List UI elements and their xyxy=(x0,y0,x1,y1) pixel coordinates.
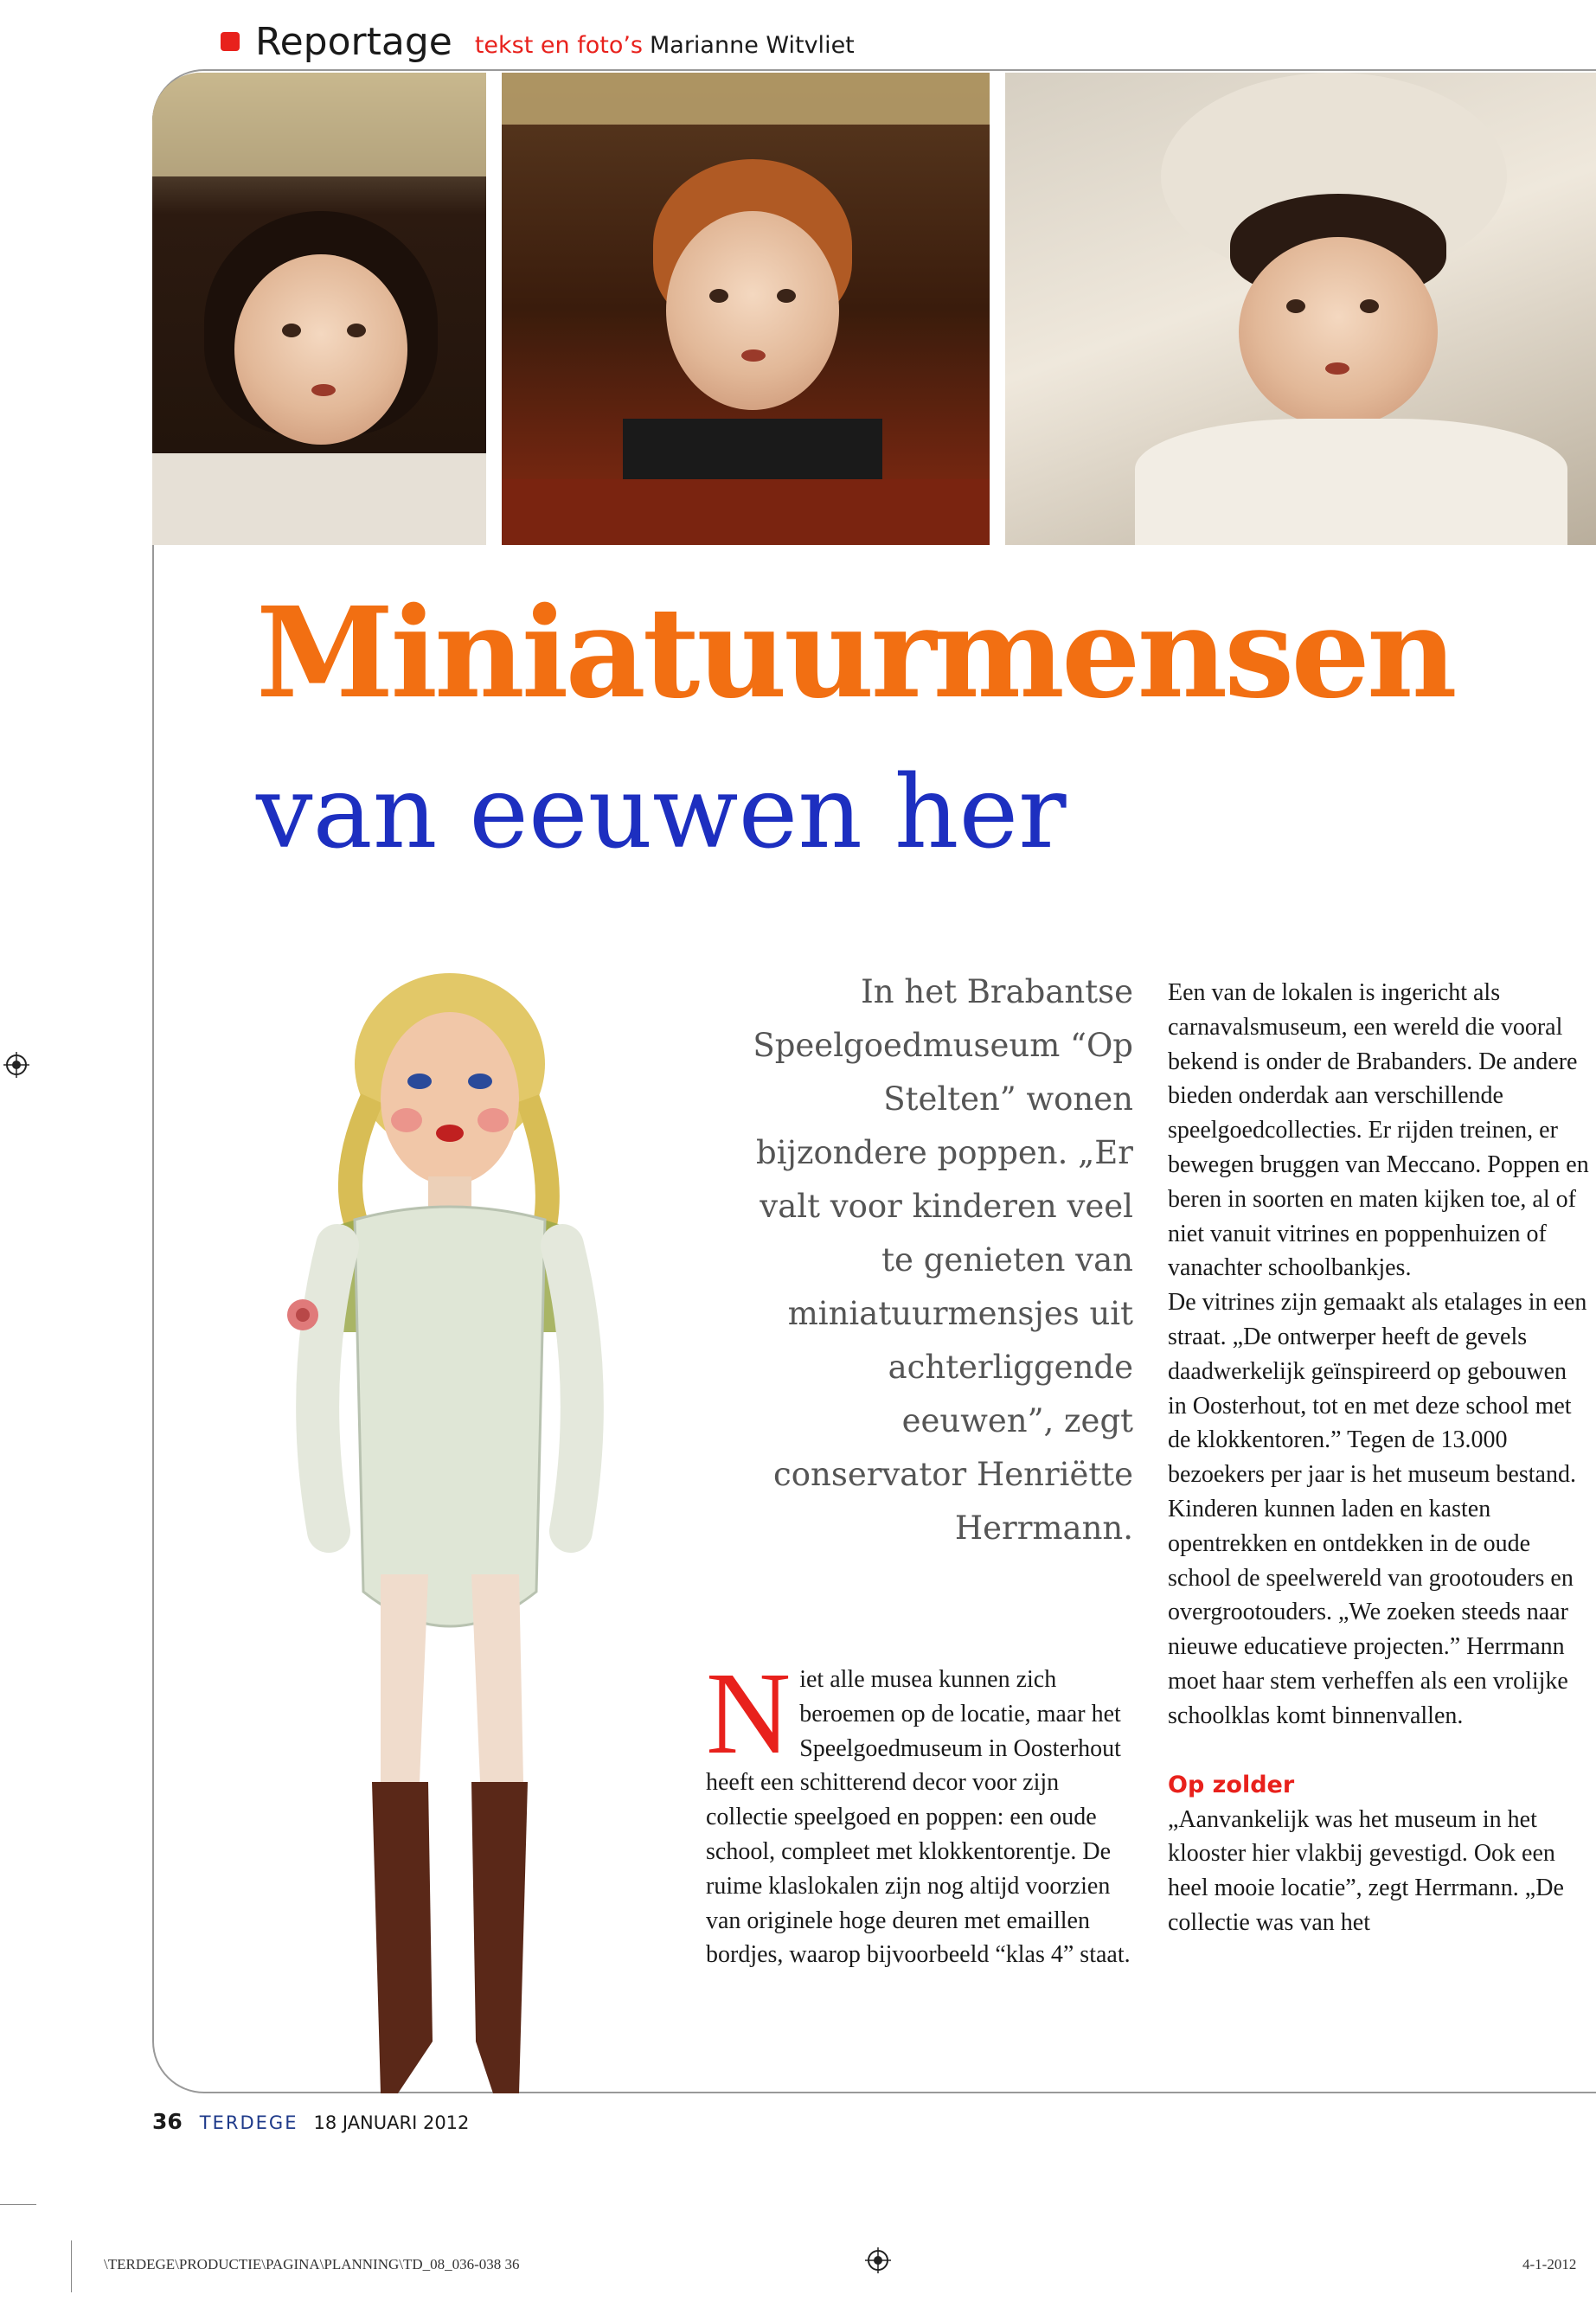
page-header xyxy=(221,16,855,67)
section-label: Reportage xyxy=(255,19,452,64)
headline-main: Miniatuurmensen xyxy=(256,580,1454,726)
slug-divider xyxy=(71,2240,72,2292)
photo-doll-dark-hair xyxy=(152,73,486,545)
slug-path: \TERDEGE\PRODUCTIE\PAGINA\PLANNING\TD_08_036-038 36 xyxy=(104,2256,520,2272)
photo-doll-red-hair xyxy=(502,73,990,545)
headline-sub: van eeuwen her xyxy=(256,754,1067,871)
paragraph-vitrines: De vitrines zijn gemaakt als etalages in een straat. „De ontwerper heeft de gevels daadwerkelijk geïnspireerd op gebouwen in Oosterhout, tot en met deze school met de klokkentoren.” Tegen de 13.000 bezoekers per jaar is het museum bestand. Kinderen kunnen laden en kasten opentrekken en ontdekken in de oude school de speelwereld van grootouders en overgrootouders. „We zoeken steeds naar nieuwe educatieve projecten.” Herrmann moet haar stem verheffen als een vrolijke schoolklas komt binnenvallen. xyxy=(1168,1289,1587,1729)
article-column-1 xyxy=(706,1649,1138,1972)
standing-doll-illustration xyxy=(277,969,657,2128)
registration-mark-icon xyxy=(865,2247,891,2273)
crop-line xyxy=(0,2204,36,2205)
issue-date: 18 JANUARI 2012 xyxy=(313,2112,470,2133)
page-folio xyxy=(152,2109,469,2134)
intro-deck: In het Brabantse Speelgoedmuseum “Op Stelten” wonen bijzondere poppen. „Er valt voor kinderen veel te genieten van miniatuurmensjes uit achterliggende eeuwen”, zegt conservator Henriëtte Herrmann. xyxy=(753,973,1133,1547)
credit-name: Marianne Witvliet xyxy=(649,31,855,59)
section-square-icon xyxy=(221,32,240,51)
slug-date: 4-1-2012 xyxy=(1522,2256,1577,2272)
article-column-2 xyxy=(1168,976,1590,1940)
subhead-op-zolder: Op zolder xyxy=(1168,1771,1295,1798)
magazine-name: TERDEGE xyxy=(199,2112,298,2133)
paragraph-zolder: „Aanvankelijk was het museum in het klooster hier vlakbij gevestigd. Ook een heel mooie locatie”, zegt Herrmann. „De collectie was van het xyxy=(1168,1805,1564,1936)
lead-paragraph: iet alle musea kunnen zich beroemen op de locatie, maar het Speelgoedmuseum in Oosterhout heeft een schitterend decor voor zijn collectie speelgoed en poppen: een oude school, compleet met klokkentorentje. De ruime klaslokalen zijn nog altijd voorzien van originele hoge deuren met emaillen bordjes, waarop bijvoorbeeld “klas 4” staat. xyxy=(706,1666,1131,1969)
photo-bride-doll xyxy=(1005,73,1596,545)
page-number: 36 xyxy=(152,2109,183,2134)
registration-mark-icon xyxy=(3,1052,29,1078)
paragraph-carnaval: Een van de lokalen is ingericht als carnavalsmuseum, een wereld die vooral bekend is onder de Brabanders. De andere bieden onderdak aan verschillende speelgoedcollecties. Er rijden treinen, er bewegen bruggen van Meccano. Poppen en beren in soorten en maten kijken toe, al of niet vanuit vitrines en poppenhuizen of vanachter schoolbankjes. xyxy=(1168,979,1589,1282)
credit-prefix: tekst en foto’s xyxy=(474,31,643,59)
drop-cap: N xyxy=(706,1649,792,1779)
